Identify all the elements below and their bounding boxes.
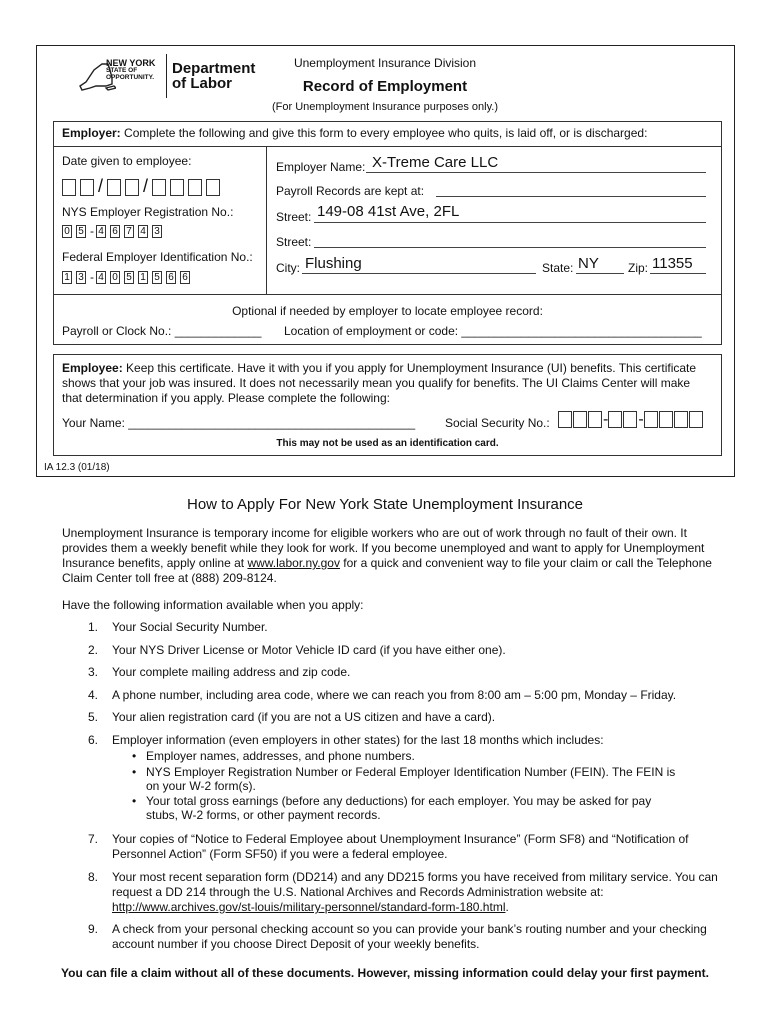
logo-divider: [166, 54, 167, 98]
id-warning: This may not be used as an identification card.: [276, 438, 499, 449]
list-number: 5.: [88, 710, 99, 724]
reg-digit: 3: [152, 225, 162, 238]
ssn-box[interactable]: [644, 411, 658, 428]
employee-bold-label: Employee:: [62, 361, 123, 375]
optional-note: Optional if needed by employer to locate employee record:: [232, 304, 543, 318]
archives-period: .: [505, 900, 509, 914]
date-box[interactable]: [170, 179, 184, 196]
list-text: Your NYS Driver License or Motor Vehicle ID card (if you have either one).: [112, 643, 506, 657]
list-number: 6.: [88, 733, 99, 747]
ssn-box[interactable]: [689, 411, 703, 428]
date-separator: /: [143, 176, 149, 196]
date-box[interactable]: [152, 179, 166, 196]
employer-instruction-text: Complete the following and give this form to every employee who quits, is laid off, or is discharged:: [120, 126, 648, 140]
ssn-box[interactable]: [588, 411, 602, 428]
fein-digit: 5: [152, 271, 162, 284]
zip-line: [650, 273, 706, 274]
fein-digit: 1: [62, 271, 72, 284]
list-text: Employer information (even employers in other states) for the last 18 months which includes:: [112, 733, 604, 747]
closing-note: You can file a claim without all of these documents. However, missing information could delay your first payment.: [61, 966, 709, 980]
list-number: 7.: [88, 832, 99, 846]
employer-name-line: [366, 172, 706, 173]
date-label: Date given to employee:: [62, 154, 192, 168]
reg-digit: 6: [110, 225, 120, 238]
ssn-label: Social Security No.:: [445, 416, 550, 430]
have-info-heading: Have the following information available when you apply:: [62, 598, 364, 612]
ssn-box[interactable]: [608, 411, 622, 428]
fein-digit: 5: [124, 271, 134, 284]
howto-intro: [62, 526, 722, 586]
date-box[interactable]: [62, 179, 76, 196]
employer-header-divider: [53, 146, 722, 147]
street-line: [314, 222, 706, 223]
form-id: IA 12.3 (01/18): [44, 462, 110, 473]
date-box[interactable]: [188, 179, 202, 196]
list-text: A phone number, including area code, where we can reach you from 8:00 am – 5:00 pm, Monday – Friday.: [112, 688, 677, 702]
bullet-text: Employer names, addresses, and phone numbers.: [146, 749, 415, 763]
list-number: 3.: [88, 665, 99, 679]
list-text: Your most recent separation form (DD214) and any DD215 forms you have received from military service. You can request a DD 214 through the U.S. National Archives and Records Administration website at:: [112, 870, 718, 899]
dept-line-2: of Labor: [172, 75, 232, 92]
fein-digit: 3: [76, 271, 86, 284]
zip-label: Zip:: [628, 261, 649, 275]
city-label: City:: [276, 261, 300, 275]
form-subtitle: (For Unemployment Insurance purposes only.): [271, 101, 498, 113]
employer-body-divider: [53, 294, 722, 295]
list-number: 9.: [88, 922, 99, 936]
list-text: Your alien registration card (if you are not a US citizen and have a card).: [112, 710, 496, 724]
date-box[interactable]: [107, 179, 121, 196]
fein-digit: 6: [166, 271, 176, 284]
ssn-field[interactable]: [558, 411, 704, 429]
ssn-dash: -: [603, 411, 609, 428]
date-field[interactable]: [62, 176, 224, 197]
ssn-box[interactable]: [573, 411, 587, 428]
list-text: A check from your personal checking account so you can provide your bank’s routing number and your checking account number if you choose Direct Deposit of your weekly benefits.: [112, 922, 707, 951]
reg-digit: 5: [76, 225, 86, 238]
reg-digit: 4: [138, 225, 148, 238]
street2-line: [314, 247, 706, 248]
state-line: [576, 273, 624, 274]
fein-number[interactable]: [62, 270, 194, 284]
dept-line-1: Department: [172, 60, 256, 77]
list-text: Your Social Security Number.: [112, 620, 268, 634]
payroll-clock-field[interactable]: Payroll or Clock No.: _____________: [62, 324, 262, 338]
ssn-box[interactable]: [623, 411, 637, 428]
employer-name-label: Employer Name:: [276, 160, 366, 174]
city-value[interactable]: Flushing: [305, 255, 362, 272]
ssn-box[interactable]: [659, 411, 673, 428]
reg-digit: 7: [124, 225, 134, 238]
employer-column-divider: [266, 146, 267, 294]
logo-line-1: NEW YORK: [106, 58, 156, 68]
list-number: 8.: [88, 870, 99, 884]
archives-line: [112, 900, 509, 914]
bullet-text: Your total gross earnings (before any deductions) for each employer. You may be asked for pay stubs, W-2 forms, or other payment records.: [146, 794, 652, 822]
registration-number[interactable]: [62, 224, 166, 238]
bullet-text: NYS Employer Registration Number or Federal Employer Identification Number (FEIN). The FEIN is on your W-2 form(s).: [146, 765, 676, 793]
street-label: Street:: [276, 210, 312, 224]
employee-instruction-text: Keep this certificate. Have it with you if you apply for Unemployment Insurance (UI) benefits. This certificate shows that your job was insured. It does not necessarily mean you qualify for benefits. The UI Claims Center will make that determination if you apply. Please complete the following:: [62, 361, 697, 405]
reg-digit: 4: [96, 225, 106, 238]
fein-digit: 6: [180, 271, 190, 284]
state-label: State:: [542, 261, 574, 275]
employer-name-value[interactable]: X-Treme Care LLC: [372, 154, 499, 171]
fein-digit: 0: [110, 271, 120, 284]
logo-line-3: OPPORTUNITY.: [106, 74, 155, 81]
bullet-item: •: [132, 749, 137, 763]
street2-label: Street:: [276, 235, 312, 249]
ssn-box[interactable]: [558, 411, 572, 428]
registration-label: NYS Employer Registration No.:: [62, 205, 234, 219]
logo-line-2: STATE OF: [106, 67, 138, 74]
intro-text-b: for a quick and convenient way to file your claim or call the Telephone Claim Center toll free at (888) 209-8124.: [62, 556, 712, 585]
form-title: Record of Employment: [302, 78, 468, 95]
date-box[interactable]: [206, 179, 220, 196]
reg-dash: -: [90, 224, 94, 238]
fein-digit: 4: [96, 271, 106, 284]
employer-bold-label: Employer:: [62, 126, 121, 140]
date-separator: /: [98, 176, 104, 196]
division-name: Unemployment Insurance Division: [293, 56, 477, 70]
ssn-box[interactable]: [674, 411, 688, 428]
payroll-records-line: [436, 196, 706, 197]
list-text: Your complete mailing address and zip code.: [112, 665, 351, 679]
bullet-item: •: [132, 765, 137, 779]
fein-digit: 1: [138, 271, 148, 284]
state-value[interactable]: NY: [578, 255, 599, 272]
zip-value[interactable]: 11355: [652, 255, 693, 272]
payroll-records-label: Payroll Records are kept at:: [276, 184, 425, 198]
fein-dash: -: [90, 270, 94, 284]
date-box[interactable]: [125, 179, 139, 196]
your-name-field[interactable]: Your Name: ___________________________________________: [62, 416, 416, 430]
location-code-field[interactable]: Location of employment or code: ____________________________________: [284, 324, 702, 338]
employee-instruction: [62, 361, 712, 406]
list-text: Your copies of “Notice to Federal Employee about Unemployment Insurance” (Form SF8) and “Notification of Personnel Action” (Form SF50) if you were a federal employee.: [112, 832, 689, 861]
date-box[interactable]: [80, 179, 94, 196]
list-number: 4.: [88, 688, 99, 702]
bullet-item: •: [132, 794, 137, 808]
howto-title: How to Apply For New York State Unemployment Insurance: [186, 496, 584, 513]
intro-text-a: Unemployment Insurance is temporary income for eligible workers who are out of work through no fault of their own. It provides them a weekly benefit while they look for work. If you become unemployed and want to apply for Unemployment Insurance benefits, apply online at: [62, 526, 705, 570]
archives-link[interactable]: http://www.archives.gov/st-louis/military-personnel/standard-form-180.html: [112, 900, 506, 914]
street-value[interactable]: 149-08 41st Ave, 2FL: [317, 203, 460, 220]
list-number: 1.: [88, 620, 99, 634]
ssn-dash: -: [638, 411, 644, 428]
employer-instruction: [62, 126, 647, 140]
labor-website-link[interactable]: www.labor.ny.gov: [247, 556, 340, 570]
city-line: [302, 273, 536, 274]
ny-logo-text: [106, 60, 155, 81]
fein-label: Federal Employer Identification No.:: [62, 250, 253, 264]
reg-digit: 0: [62, 225, 72, 238]
list-number: 2.: [88, 643, 99, 657]
